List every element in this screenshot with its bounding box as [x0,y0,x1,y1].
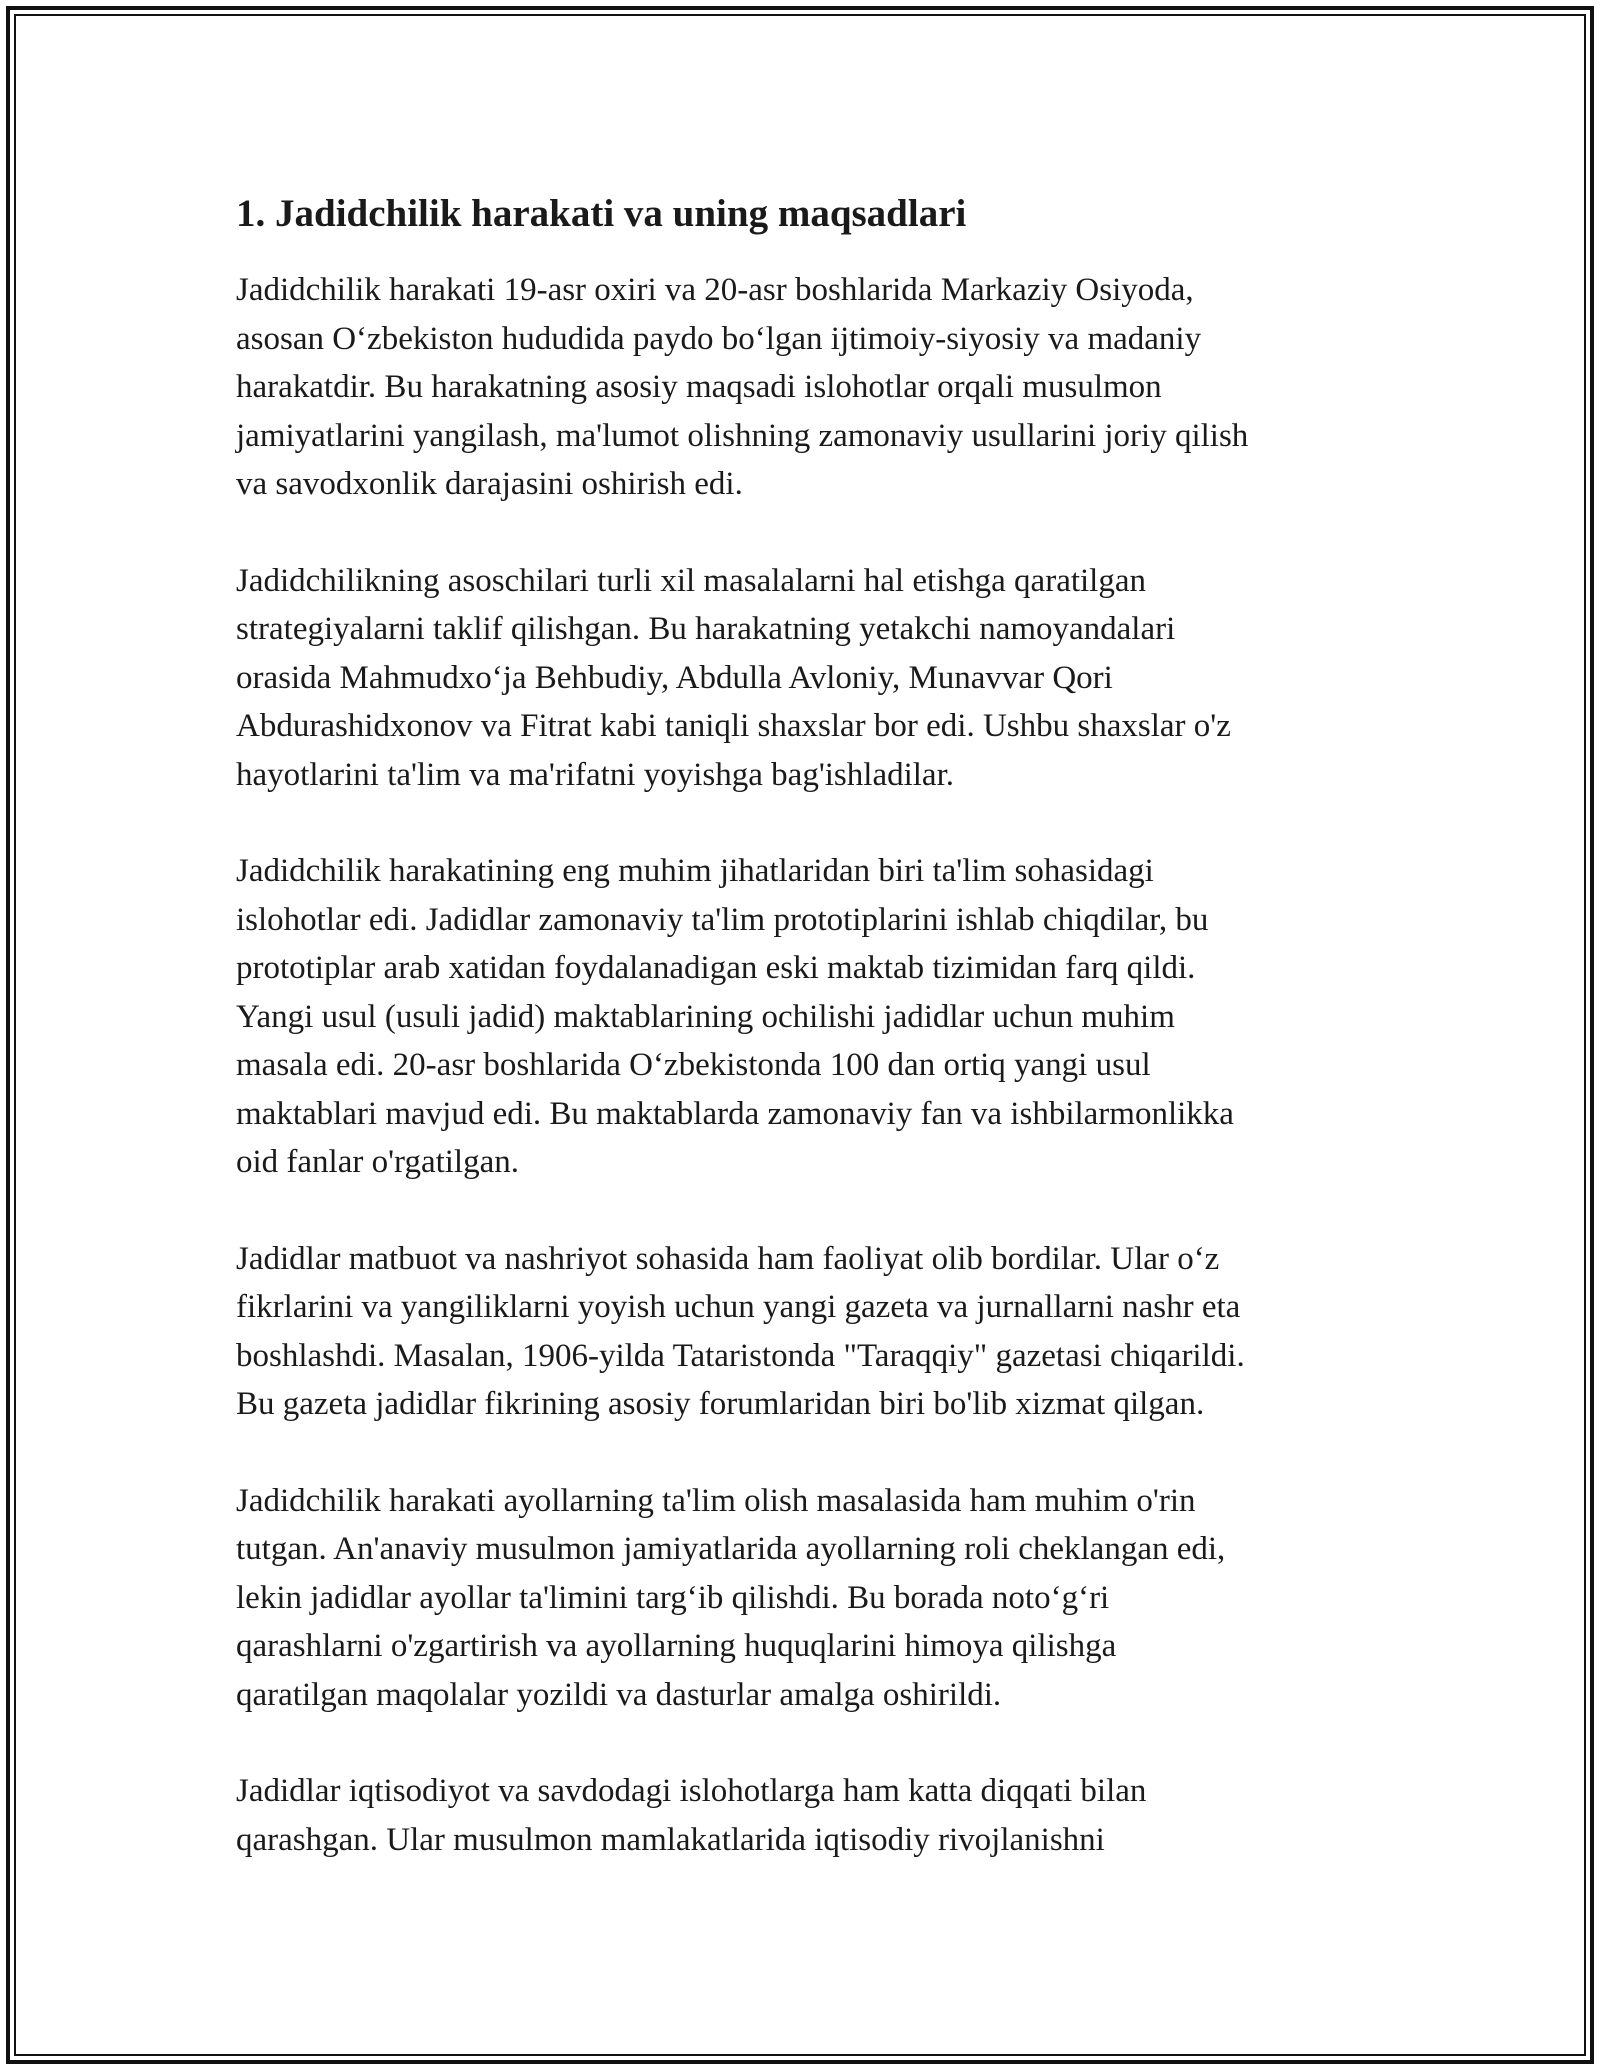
text-line: asosan O‘zbekiston hududida paydo bo‘lgan ijtimoiy-siyosiy va madaniy [236,320,1202,357]
document-body [236,186,1376,1864]
text-line: va savodxonlik darajasini oshirish edi. [236,466,743,502]
text-line: Jadidchilik harakati 19-asr oxiri va 20-asr boshlarida Markaziy Osiyoda, [236,272,1194,308]
text-line: Jadidlar matbuot va nashriyot sohasida ham faoliyat olib bordilar. Ular o‘z [236,1240,1220,1277]
text-line: lekin jadidlar ayollar ta'limini targ‘ib qilishdi. Bu borada noto‘g‘ri [236,1579,1110,1616]
text-line: hayotlarini ta'lim va ma'rifatni yoyishga bag'ishladilar. [236,756,954,793]
text-line: islohotlar edi. Jadidlar zamonaviy ta'lim prototiplarini ishlab chiqdilar, bu [236,901,1209,938]
text-line: boshlashdi. Masalan, 1906-yilda Tataristonda "Taraqqiy" gazetasi chiqarildi. [236,1337,1245,1374]
text-line: jamiyatlarini yangilash, ma'lumot olishning zamonaviy usullarini joriy qilish [236,417,1249,454]
text-line: qarashlarni o'zgartirish va ayollarning huquqlarini himoya qilishga [236,1628,1117,1664]
text-line: fikrlarini va yangiliklarni yoyish uchun yangi gazeta va jurnallarni nashr eta [236,1289,1241,1325]
text-line: strategiyalarni taklif qilishgan. Bu harakatning yetakchi namoyandalari [236,611,1176,647]
paragraph [236,847,1376,1187]
text-line: Jadidchilik harakatining eng muhim jihatlaridan biri ta'lim sohasidagi [236,853,1154,889]
paragraph [236,266,1376,509]
paragraph [236,1767,1376,1864]
text-line: Jadidlar iqtisodiyot va savdodagi islohotlarga ham katta diqqati bilan [236,1773,1147,1809]
text-line: orasida Mahmudxo‘ja Behbudiy, Abdulla Avloniy, Munavvar Qori [236,659,1113,696]
section-heading: 1. Jadidchilik harakati va uning maqsadlari [236,192,967,235]
text-line: Bu gazeta jadidlar fikrining asosiy forumlaridan biri bo'lib xizmat qilgan. [236,1386,1205,1422]
paragraph [236,1235,1376,1429]
text-line: oid fanlar o'rgatilgan. [236,1144,519,1180]
text-line: prototiplar arab xatidan foydalanadigan eski maktab tizimidan farq qildi. [236,950,1196,986]
text-line: harakatdir. Bu harakatning asosiy maqsadi islohotlar orqali musulmon [236,369,1162,405]
text-line: masala edi. 20-asr boshlarida O‘zbekistonda 100 dan ortiq yangi usul [236,1047,1151,1083]
text-line: qarashgan. Ular musulmon mamlakatlarida iqtisodiy rivojlanishni [236,1821,1105,1858]
paragraph [236,1477,1376,1720]
text-line: Abdurashidxonov va Fitrat kabi taniqli shaxslar bor edi. Ushbu shaxslar o'z [236,708,1231,744]
text-line: Jadidchilik harakati ayollarning ta'lim olish masalasida ham muhim o'rin [236,1482,1196,1519]
text-line: tutgan. An'anaviy musulmon jamiyatlarida ayollarning roli cheklangan edi, [236,1531,1226,1567]
text-line: maktablari mavjud edi. Bu maktablarda zamonaviy fan va ishbilarmonlikka [236,1095,1234,1132]
paragraph [236,557,1376,800]
text-line: qaratilgan maqolalar yozildi va dasturlar amalga oshirildi. [236,1676,1002,1713]
text-line: Jadidchilikning asoschilari turli xil masalalarni hal etishga qaratilgan [236,562,1146,599]
text-line: Yangi usul (usuli jadid) maktablarining ochilishi jadidlar uchun muhim [236,998,1175,1035]
